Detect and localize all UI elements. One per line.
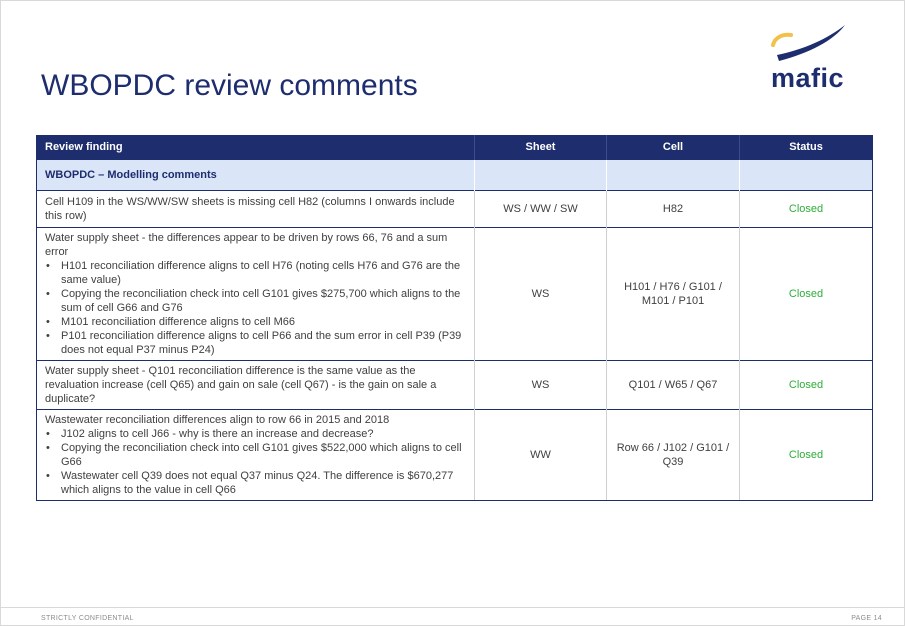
logo-text: mafic [771, 63, 845, 93]
bullet-item: • Wastewater cell Q39 does not equal Q37 minus Q24. The difference is $670,277 which aligns to the value in cell Q66 [45, 469, 466, 497]
review-table [36, 135, 873, 501]
table-row [37, 410, 873, 501]
footer-divider [1, 607, 904, 608]
status-cell: Closed [740, 191, 873, 228]
footer-confidential: STRICTLY CONFIDENTIAL [41, 615, 134, 622]
table-row [37, 361, 873, 410]
finding-cell [37, 191, 475, 228]
cell-ref-cell: Row 66 / J102 / G101 / Q39 [607, 410, 740, 501]
finding-text: Cell H109 in the WS/WW/SW sheets is missing cell H82 (columns I onwards include this row) [45, 196, 455, 222]
finding-cell [37, 361, 475, 410]
bullet-item: • Copying the reconciliation check into cell G101 gives $275,700 which aligns to the sum of cell G66 and G76 [45, 287, 466, 315]
header-sheet: Sheet [475, 135, 607, 160]
bullet-item: • H101 reconciliation difference aligns to cell H76 (noting cells H76 and G76 are the same value) [45, 259, 466, 287]
bullet-item: • M101 reconciliation difference aligns to cell M66 [45, 315, 466, 329]
finding-text: Water supply sheet - Q101 reconciliation difference is the same value as the revaluation increase (cell Q65) and gain on sale (cell Q67) - is the gain on sale a duplicate? [45, 365, 437, 405]
section-row [37, 160, 873, 191]
header-review-finding: Review finding [37, 135, 475, 160]
finding-cell [37, 410, 475, 501]
finding-bullets [45, 259, 466, 357]
sheet-cell: WW [475, 410, 607, 501]
finding-text: Wastewater reconciliation differences align to row 66 in 2015 and 2018 [45, 414, 390, 426]
cell-ref-cell: Q101 / W65 / Q67 [607, 361, 740, 410]
finding-text: Water supply sheet - the differences appear to be driven by rows 66, 76 and a sum error [45, 232, 448, 258]
cell-ref-cell: H82 [607, 191, 740, 228]
table-row [37, 191, 873, 228]
cell-ref-cell: H101 / H76 / G101 / M101 / P101 [607, 228, 740, 361]
status-cell: Closed [740, 410, 873, 501]
bullet-item: • J102 aligns to cell J66 - why is there an increase and decrease? [45, 427, 466, 441]
status-cell: Closed [740, 361, 873, 410]
section-label: WBOPDC – Modelling comments [37, 160, 475, 191]
page-title: WBOPDC review comments [41, 69, 418, 102]
footer-page-number: PAGE 14 [851, 615, 882, 622]
status-cell: Closed [740, 228, 873, 361]
table-row [37, 228, 873, 361]
finding-bullets [45, 427, 466, 497]
bullet-item: • P101 reconciliation difference aligns to cell P66 and the sum error in cell P39 (P39 does not equal P37 minus P24) [45, 329, 466, 357]
sheet-cell: WS [475, 361, 607, 410]
header-status: Status [740, 135, 873, 160]
sheet-cell: WS [475, 228, 607, 361]
finding-cell [37, 228, 475, 361]
header-cell: Cell [607, 135, 740, 160]
sheet-cell: WS / WW / SW [475, 191, 607, 228]
bullet-item: • Copying the reconciliation check into cell G101 gives $522,000 which aligns to cell G66 [45, 441, 466, 469]
table-header-row [37, 135, 873, 160]
